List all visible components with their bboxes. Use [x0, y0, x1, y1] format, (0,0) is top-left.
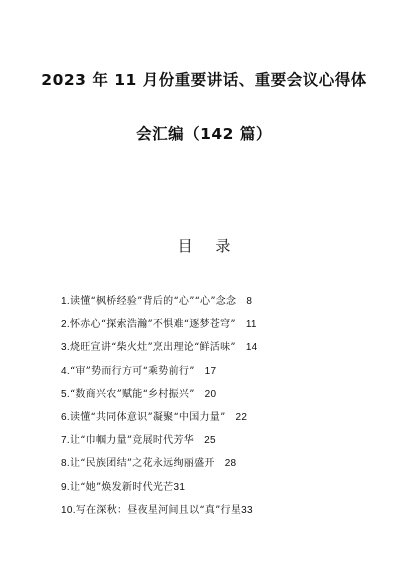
document-title-line-1: 2023 年 11 月份重要讲话、重要会议心得体 [41, 71, 367, 89]
toc-entry[interactable] [61, 340, 381, 363]
toc-entry[interactable] [61, 503, 381, 526]
toc-entry-title: “数商兴农”赋能“乡村振兴” [69, 388, 195, 400]
toc-entry-page: 14 [245, 342, 258, 354]
toc-entry-number: 6. [61, 411, 70, 423]
toc-entry-number: 2. [61, 319, 70, 331]
toc-entry-title: 烧旺宣讲“柴火灶”烹出理论“鲜活味” [69, 342, 236, 354]
toc-entry-number: 1. [61, 296, 70, 307]
toc-entry[interactable] [61, 364, 381, 387]
toc-entry-title: 让“民族团结”之花永远绚丽盛开 [69, 458, 215, 470]
toc-entry[interactable] [61, 294, 381, 317]
toc-entry-page: 22 [235, 411, 248, 423]
toc-entry[interactable] [61, 456, 381, 479]
toc-entry-number: 7. [61, 435, 70, 447]
toc-entry[interactable] [61, 480, 381, 503]
toc-entry-number: 10. [61, 504, 76, 516]
toc-entry-page: 28 [224, 458, 237, 470]
toc-entry-number: 9. [61, 481, 70, 493]
toc-entry-page: 25 [204, 435, 216, 447]
toc-entry-title: 怀赤心“探索浩瀚”不惧难“逐梦苍穹” [69, 319, 236, 331]
toc-entry-number: 3. [61, 342, 70, 354]
toc-entry-page: 33 [241, 504, 253, 516]
toc-entry-title: 读懂“共同体意识”凝聚“中国力量” [69, 411, 226, 423]
toc-entry-title: “审”势而行方可“乘势前行” [69, 365, 195, 377]
toc-entry[interactable] [61, 410, 381, 433]
document-title-line-2: 会汇编（142 篇） [136, 125, 272, 143]
toc-entry-number: 5. [61, 388, 70, 400]
toc-entry[interactable] [61, 433, 381, 456]
toc-entry-page: 20 [204, 388, 217, 400]
toc-entry-number: 8. [61, 458, 70, 470]
toc-entry-title: 让“巾帼力量”竞展时代芳华 [69, 435, 195, 447]
toc-entry-page: 17 [204, 365, 217, 377]
toc-entry-page: 31 [173, 481, 186, 493]
toc-entry-title: 让“她”焕发新时代光芒 [69, 481, 174, 493]
toc-entry-title: 读懂“枫桥经验”背后的“心”“心”念念 [69, 296, 237, 307]
toc-entry-page: 8 [246, 296, 253, 307]
table-of-contents [61, 294, 381, 526]
toc-heading: 目 录 [177, 237, 240, 255]
toc-entry-title: 写在深秋：昼夜星河间且以“真”行星 [75, 504, 242, 516]
toc-entry-page: 11 [245, 319, 257, 331]
toc-entry[interactable] [61, 317, 381, 340]
toc-entry-number: 4. [61, 365, 70, 377]
toc-entry[interactable] [61, 387, 381, 410]
